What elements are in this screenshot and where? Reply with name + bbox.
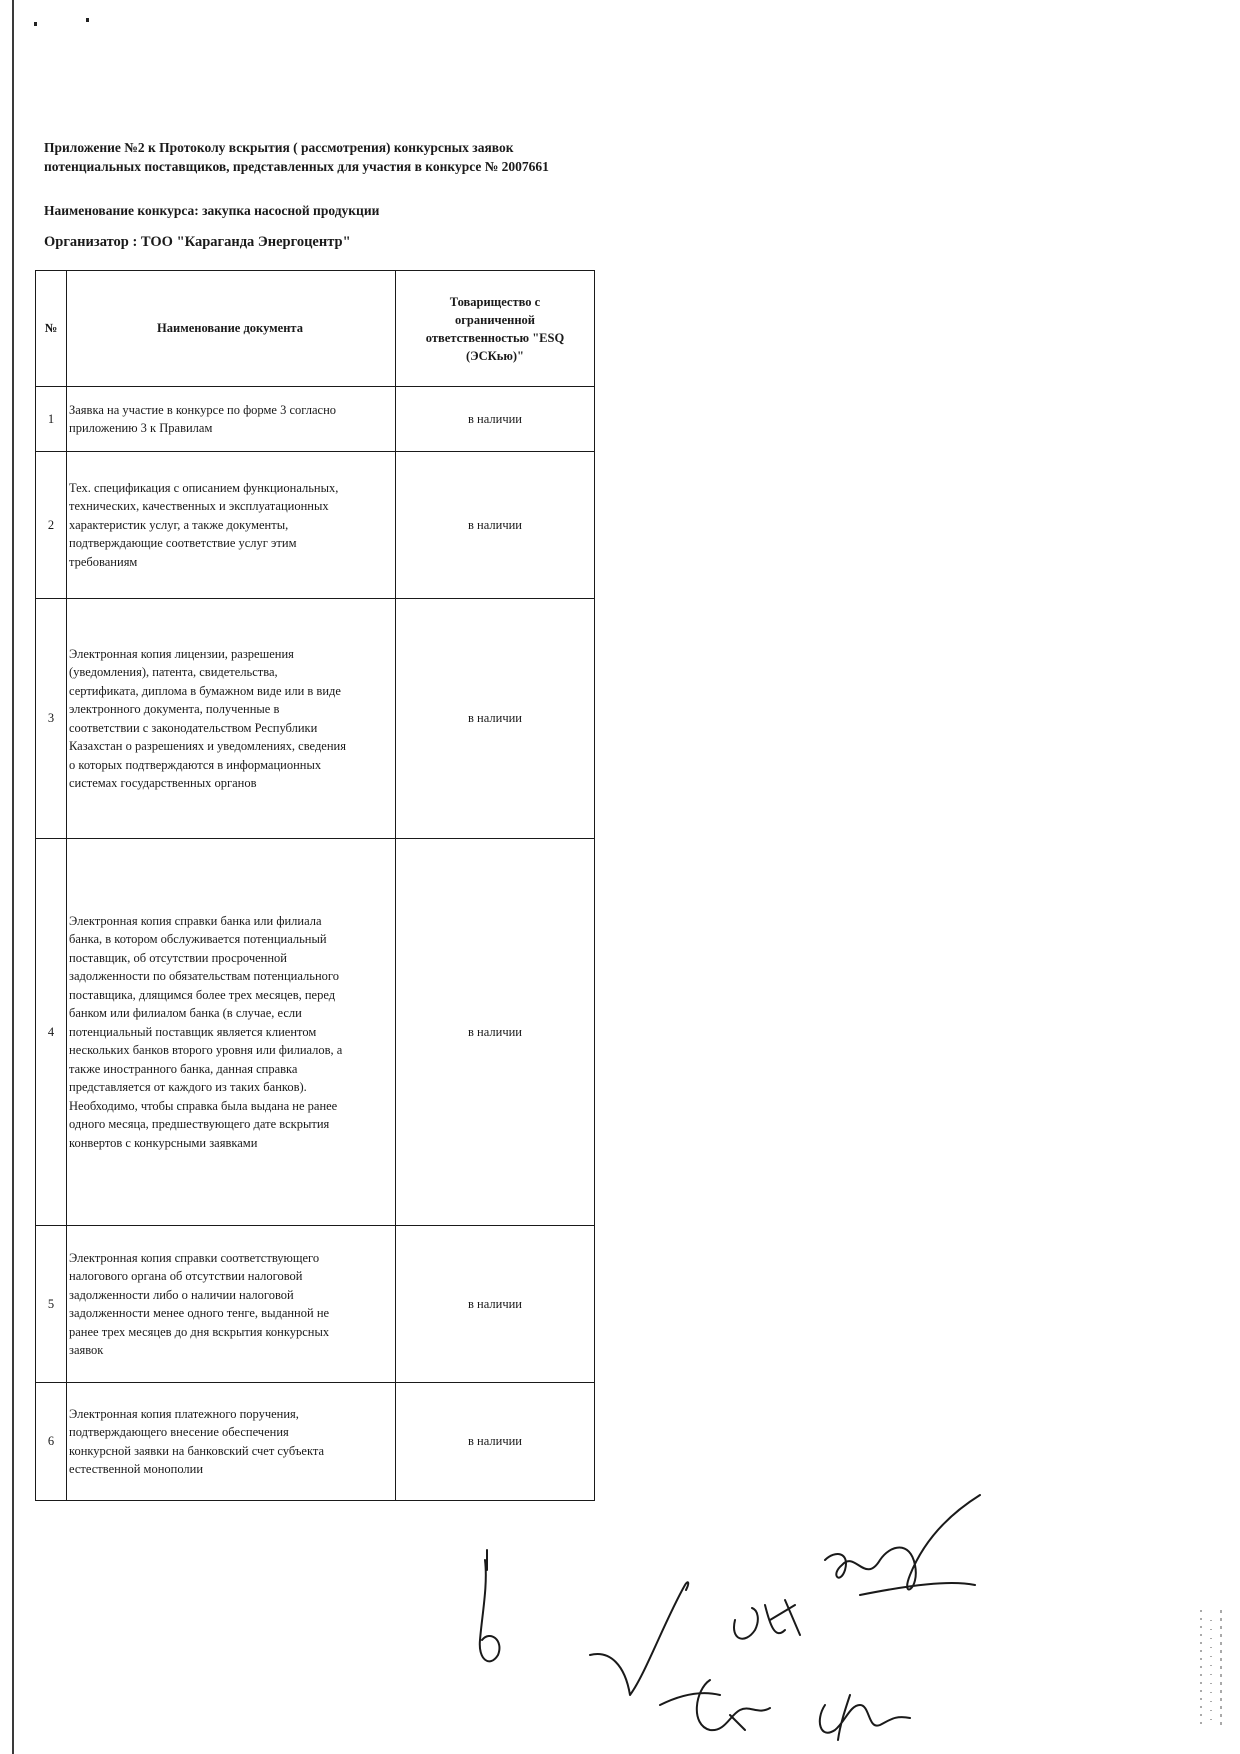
row-document-name: Электронная копия справки банка или филиала банка, в котором обслуживается потенциальный поставщик, об отсутствии просроченной задолженности по обязательствам потенциального поставщика, длящимся более трех месяцев, перед банком или филиалом банка (в случае, если потенциальный поставщик является клиентом нескольких банков второго уровня или филиалов, а также иностранного банка, данная справка представляется от каждого из таких банков). Необходимо, чтобы справка была выдана не ранее одного месяца, предшествующего дате вскрытия конвертов с конкурсными заявками: [67, 839, 396, 1226]
table-row: [36, 452, 595, 599]
document-header: [44, 138, 744, 176]
signature-6: [820, 1695, 910, 1740]
row-status: в наличии: [396, 387, 595, 452]
signature-5: [660, 1680, 770, 1730]
row-num: 2: [36, 452, 67, 599]
header-num: №: [36, 271, 67, 387]
row-status: в наличии: [396, 452, 595, 599]
table-row: [36, 1226, 595, 1383]
signature-1: [480, 1550, 500, 1661]
table-row: [36, 1383, 595, 1501]
table-row: [36, 599, 595, 839]
signatures: [440, 1490, 1000, 1750]
organizer: Организатор : ТОО "Караганда Энергоцентр": [44, 234, 351, 250]
row-num: 1: [36, 387, 67, 452]
contest-name: Наименование конкурса: закупка насосной продукции: [44, 203, 380, 218]
scan-left-edge: [12, 0, 14, 1754]
table-row: [36, 839, 595, 1226]
scan-speck: [86, 18, 89, 22]
header-line-1: Приложение №2 к Протоколу вскрытия ( рассмотрения) конкурсных заявок: [44, 140, 514, 155]
row-num: 5: [36, 1226, 67, 1383]
table-row: [36, 387, 595, 452]
row-num: 4: [36, 839, 67, 1226]
row-status: в наличии: [396, 1226, 595, 1383]
row-num: 3: [36, 599, 67, 839]
row-document-name: Электронная копия платежного поручения, подтверждающего внесение обеспечения конкурсной заявки на банковский счет субъекта естественной монополии: [67, 1383, 396, 1501]
scan-speck: [34, 22, 37, 26]
signature-4: [825, 1495, 980, 1595]
row-document-name: Электронная копия справки соответствующего налогового органа об отсутствии налоговой задолженности либо о наличии налоговой задолженности менее одного тенге, выданной не ранее трех месяцев до дня вскрытия конкурсных заявок: [67, 1226, 396, 1383]
signature-3: [734, 1600, 800, 1639]
signature-2: [590, 1582, 688, 1695]
header-supplier: Товарищество с ограниченной ответственностью "ESQ (ЭСКью)": [396, 271, 595, 387]
documents-table: [35, 270, 595, 1501]
row-document-name: Заявка на участие в конкурсе по форме 3 согласно приложению 3 к Правилам: [67, 387, 396, 452]
row-document-name: Тех. спецификация с описанием функциональных, технических, качественных и эксплуатационных характеристик услуг, а также документы, подтверждающие соответствие услуг этим требованиям: [67, 452, 396, 599]
table-header-row: [36, 271, 595, 387]
row-num: 6: [36, 1383, 67, 1501]
row-status: в наличии: [396, 839, 595, 1226]
header-document-name: Наименование документа: [67, 271, 396, 387]
header-line-2: потенциальных поставщиков, представленных для участия в конкурсе № 2007661: [44, 159, 549, 174]
scan-margin-marks: [1196, 1610, 1226, 1730]
row-document-name: Электронная копия лицензии, разрешения (уведомления), патента, свидетельства, сертификата, диплома в бумажном виде или в виде электронного документа, полученные в соответствии с законодательством Республики Казахстан о разрешениях и уведомлениях, сведения о которых подтверждаются в информационных системах государственных органов: [67, 599, 396, 839]
row-status: в наличии: [396, 1383, 595, 1501]
row-status: в наличии: [396, 599, 595, 839]
